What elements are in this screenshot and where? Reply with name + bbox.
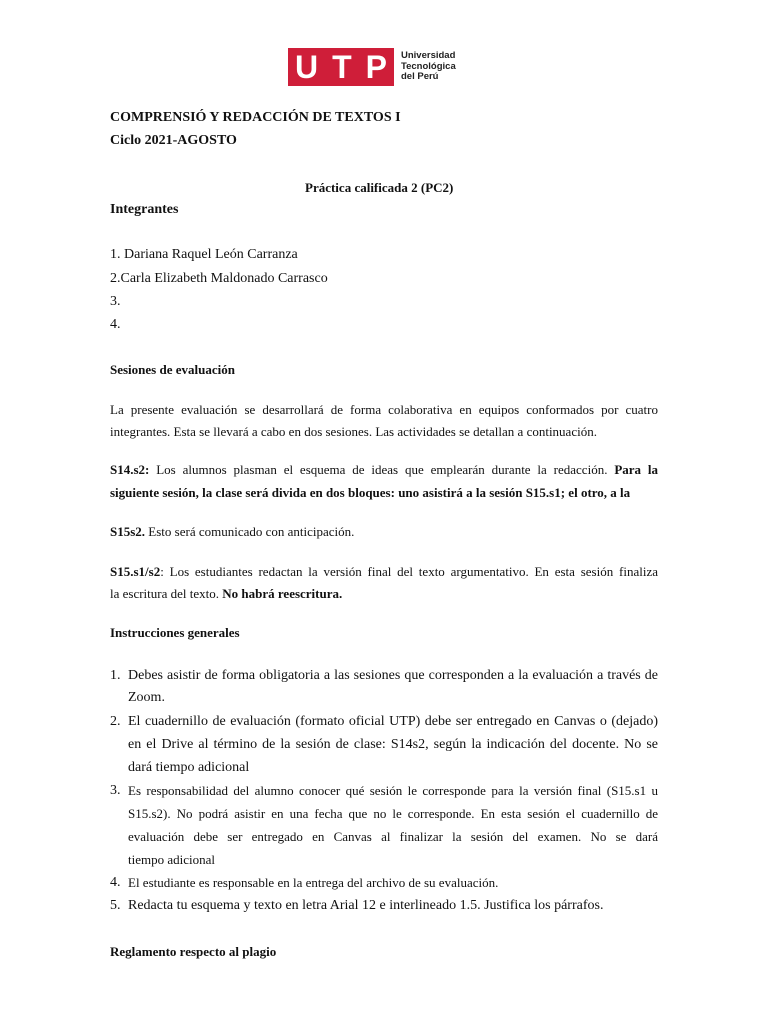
s15-line-1: [110, 564, 658, 580]
s14-text: Los alumnos plasman el esquema de ideas que emplearán durante la redacción.: [149, 462, 608, 477]
s15-line-2-text: la escritura del texto.: [110, 586, 223, 601]
utp-logo-mark: [288, 48, 394, 86]
utp-logo: [288, 48, 456, 86]
s15-text: : Los estudiantes redactan la versión final del texto argumentativo. En esta sesión finaliza: [160, 564, 658, 579]
s15-line-2: [110, 586, 342, 602]
s15s2-label: S15s2.: [110, 524, 146, 539]
instruction-4-line-1: El estudiante es responsable en la entrega del archivo de su evaluación.: [128, 875, 499, 890]
s15-label: S15.s1/s2: [110, 564, 161, 579]
member-2: 2.Carla Elizabeth Maldonado Carrasco: [110, 271, 328, 286]
instruction-4-number: 4.: [110, 875, 121, 890]
logo-letter-t: T: [332, 49, 352, 85]
instruction-3-line-1: Es responsabilidad del alumno conocer qué sesión le corresponde para la versión final (S15.s1 u: [128, 783, 658, 798]
logo-line-3: del Perú: [401, 71, 439, 83]
instruction-1-line-2: Zoom.: [128, 690, 165, 705]
logo-letter-u: U: [295, 49, 319, 85]
instruction-5-number: 5.: [110, 898, 121, 913]
course-title: COMPRENSIÓ Y REDACCIÓN DE TEXTOS I: [110, 110, 401, 125]
cycle-label: Ciclo 2021-AGOSTO: [110, 133, 237, 148]
s14-label: S14.s2:: [110, 462, 150, 477]
member-1: 1. Dariana Raquel León Carranza: [110, 247, 298, 262]
s14-bold: Para la: [607, 462, 658, 477]
instruction-5-line-1: Redacta tu esquema y texto en letra Arial 12 e interlineado 1.5. Justifica los párrafos.: [128, 898, 604, 913]
practice-title: Práctica calificada 2 (PC2): [305, 180, 454, 195]
instruction-2-number: 2.: [110, 714, 121, 729]
plagiarism-heading: Reglamento respecto al plagio: [110, 944, 277, 959]
instruction-1-number: 1.: [110, 668, 121, 683]
logo-letter-p: P: [365, 49, 387, 85]
s15s2-line: [110, 524, 354, 540]
instruction-2-line-2: en el Drive al término de la sesión de clase: S14s2, según la indicación del docente. No se: [128, 737, 658, 752]
logo-line-1: Universidad: [401, 50, 456, 62]
logo-university-name: [401, 51, 456, 83]
members-heading: Integrantes: [110, 202, 179, 217]
s15-line-2-bold: No habrá reescritura.: [222, 586, 343, 601]
instruction-2-line-3: dará tiempo adicional: [128, 760, 250, 775]
instruction-3-line-4: tiempo adicional: [128, 852, 216, 867]
instruction-3-number: 3.: [110, 783, 121, 798]
sessions-intro-line-2: integrantes. Esta se llevará a cabo en dos sesiones. Las actividades se detallan a continuación.: [110, 424, 597, 439]
member-4: 4.: [110, 317, 121, 332]
member-3: 3.: [110, 294, 121, 309]
logo-line-2: Tecnológica: [401, 60, 456, 72]
instructions-heading: Instrucciones generales: [110, 625, 240, 640]
s14-line-2: siguiente sesión, la clase será divida en dos bloques: uno asistirá a la sesión S15.s1; el otro, a la: [110, 485, 631, 500]
instruction-2-line-1: El cuadernillo de evaluación (formato oficial UTP) debe ser entregado en Canvas o (dejado): [128, 714, 658, 729]
instruction-1-line-1: Debes asistir de forma obligatoria a las sesiones que corresponden a la evaluación a través de: [128, 668, 658, 683]
s15s2-text: Esto será comunicado con anticipación.: [145, 524, 355, 539]
instruction-3-line-2: S15.s2). No podrá asistir en una fecha que no le corresponde. En esta sesión el cuadernillo de: [128, 806, 658, 821]
instruction-3-line-3: evaluación debe ser entregado en Canvas al finalizar la sesión del examen. No se dará: [128, 829, 658, 844]
sessions-heading: Sesiones de evaluación: [110, 362, 235, 377]
sessions-intro-line-1: La presente evaluación se desarrollará de forma colaborativa en equipos conformados por cuatro: [110, 402, 658, 417]
s14-line-1: [110, 462, 658, 478]
